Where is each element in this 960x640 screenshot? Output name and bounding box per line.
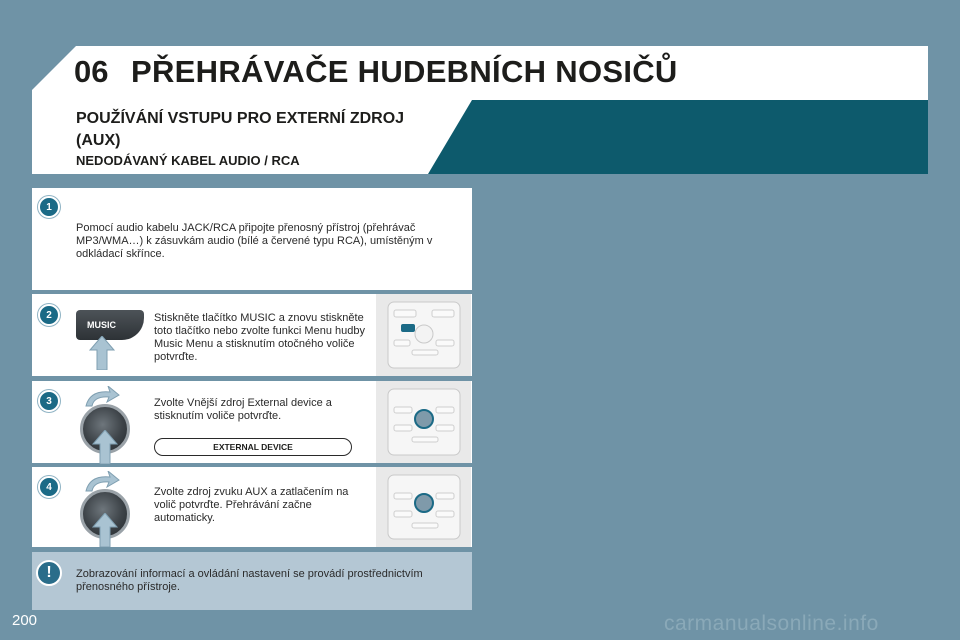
- radio-panel-icon: [376, 467, 471, 547]
- step-2-badge: 2: [38, 304, 60, 326]
- note-text: Zobrazování informací a ovládání nastavení se provádí prostřednictvím přenosného přístroje.: [76, 568, 423, 593]
- press-arrow-icon: [92, 430, 118, 464]
- music-button-label: MUSIC: [87, 320, 116, 330]
- page-number: 200: [12, 612, 38, 629]
- step-2-radio-illustration: [376, 294, 471, 376]
- external-device-label: EXTERNAL DEVICE: [154, 438, 352, 456]
- step-2-text: Stiskněte tlačítko MUSIC a znovu stiskněte toto tlačítko nebo zvolte funkci Menu hudby Music Menu a stisknutím otočného voliče potvrďte.: [154, 312, 365, 363]
- chapter-title: PŘEHRÁVAČE HUDEBNÍCH NOSIČŮ: [131, 54, 678, 89]
- exclamation-icon: !: [36, 560, 62, 586]
- step-4-text: Zvolte zdroj zvuku AUX a zatlačením na volič potvrďte. Přehrávání začne automaticky.: [154, 486, 349, 524]
- radio-panel-icon: [376, 381, 471, 463]
- press-arrow-icon: [92, 513, 118, 547]
- radio-panel-icon: [376, 294, 471, 376]
- step-1-badge: 1: [38, 196, 60, 218]
- step-3-radio-illustration: [376, 381, 471, 463]
- section-title: POUŽÍVÁNÍ VSTUPU PRO EXTERNÍ ZDROJ (AUX): [76, 110, 405, 149]
- step-3-text: Zvolte Vnější zdroj External device a stisknutím voliče potvrďte.: [154, 397, 332, 422]
- step-1-text: Pomocí audio kabelu JACK/RCA připojte přenosný přístroj (přehrávač MP3/WMA…) k zásuvkám audio (bílé a červené typu RCA), umístěným v odkládací skřínce.: [76, 222, 433, 260]
- watermark: carmanualsonline.info: [664, 612, 879, 635]
- step-4-radio-illustration: [376, 467, 471, 547]
- press-arrow-icon: [88, 336, 116, 370]
- step-3-badge: 3: [38, 390, 60, 412]
- chapter-number: 06: [74, 54, 109, 89]
- step-4-badge: 4: [38, 476, 60, 498]
- section-subtitle: NEDODÁVANÝ KABEL AUDIO / RCA: [76, 153, 300, 168]
